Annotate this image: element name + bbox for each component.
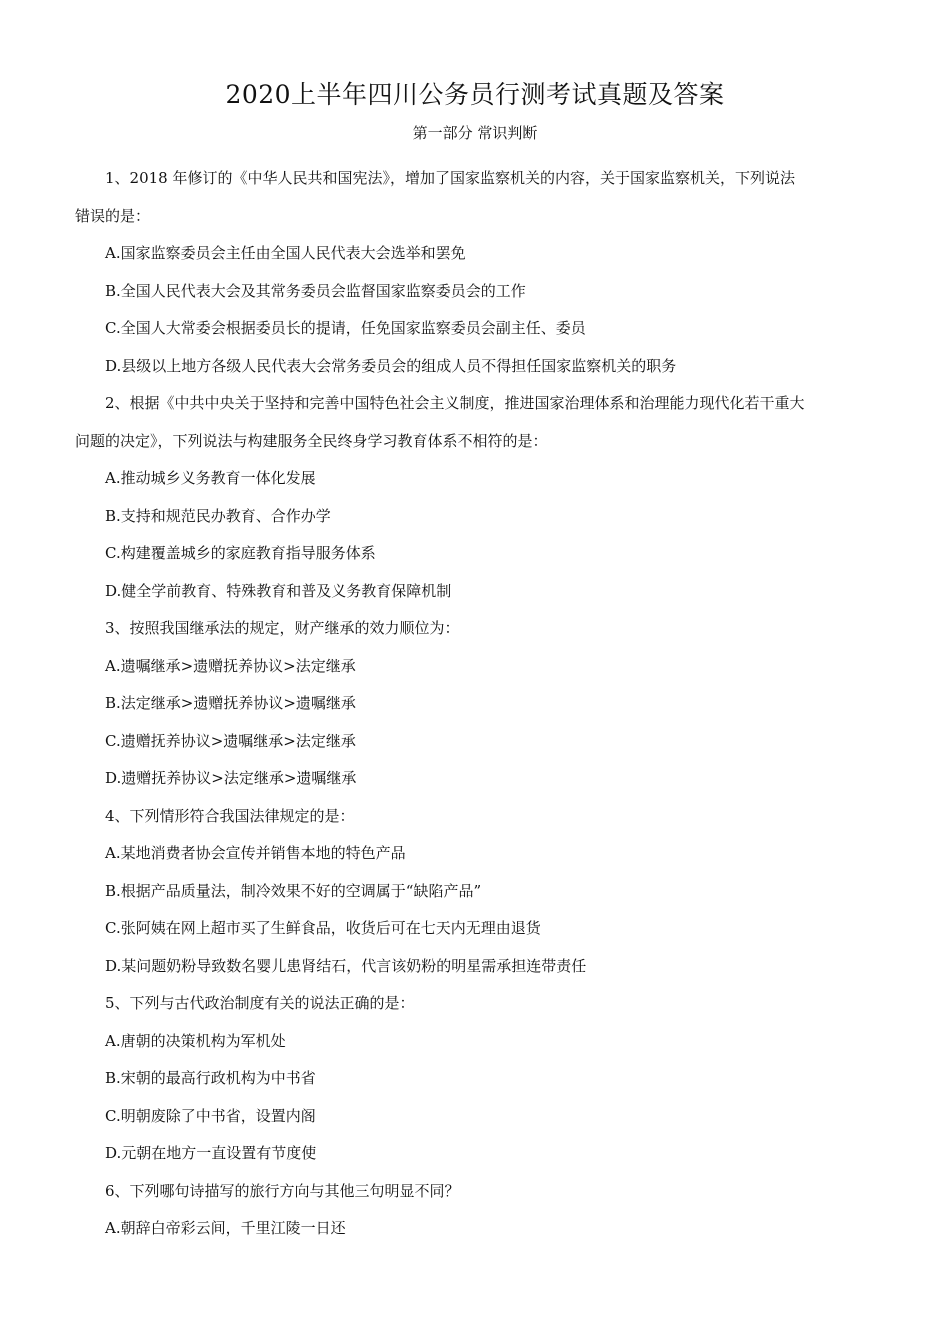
answer-option: A.遗嘱继承>遗赠抚养协议>法定继承	[105, 656, 356, 675]
answer-option: D.某问题奶粉导致数名婴儿患肾结石，代言该奶粉的明星需承担连带责任	[105, 956, 587, 975]
answer-option: D.健全学前教育、特殊教育和普及义务教育保障机制	[105, 581, 452, 600]
answer-option: A.唐朝的决策机构为军机处	[105, 1031, 286, 1050]
answer-option: D.元朝在地方一直设置有节度使	[105, 1144, 317, 1162]
answer-option: D.遗赠抚养协议>法定继承>遗嘱继承	[105, 769, 357, 787]
answer-option: C.明朝废除了中书省，设置内阁	[105, 1106, 316, 1125]
question-stem: 1、2018 年修订的《中华人民共和国宪法》，增加了国家监察机关的内容，关于国家监察机关，下列说法	[105, 169, 795, 187]
question-stem: 2、根据《中共中央关于坚持和完善中国特色社会主义制度，推进国家治理体系和治理能力现代化若干重大	[105, 394, 805, 412]
question-stem: 5、下列与古代政治制度有关的说法正确的是：	[105, 994, 415, 1012]
answer-option: A.推动城乡义务教育一体化发展	[105, 469, 316, 487]
answer-option: C.全国人大常委会根据委员长的提请，任免国家监察委员会副主任、委员	[105, 319, 586, 337]
question-stem: 3、按照我国继承法的规定，财产继承的效力顺位为：	[105, 619, 460, 637]
answer-option: B.根据产品质量法，制冷效果不好的空调属于“缺陷产品”	[105, 881, 482, 900]
answer-option: B.法定继承>遗赠抚养协议>遗嘱继承	[105, 694, 356, 712]
question-stem: 4、下列情形符合我国法律规定的是：	[105, 806, 355, 825]
answer-option: A.朝辞白帝彩云间，千里江陵一日还	[105, 1219, 346, 1237]
answer-option: C.遗赠抚养协议>遗嘱继承>法定继承	[105, 731, 356, 750]
answer-option: A.某地消费者协会宣传并销售本地的特色产品	[105, 844, 406, 862]
answer-option: D.县级以上地方各级人民代表大会常务委员会的组成人员不得担任国家监察机关的职务	[105, 356, 677, 375]
answer-option: A.国家监察委员会主任由全国人民代表大会选举和罢免	[105, 244, 466, 262]
answer-option: C.构建覆盖城乡的家庭教育指导服务体系	[105, 544, 376, 562]
question-stem: 6、下列哪句诗描写的旅行方向与其他三句明显不同？	[105, 1181, 460, 1200]
answer-option: B.全国人民代表大会及其常务委员会监督国家监察委员会的工作	[105, 281, 526, 300]
section-heading: 第一部分 常识判断	[412, 124, 538, 142]
question-stem-continuation: 错误的是：	[75, 206, 151, 225]
answer-option: B.支持和规范民办教育、合作办学	[105, 506, 331, 525]
document-title: 2020上半年四川公务员行测考试真题及答案	[225, 80, 725, 109]
question-stem-continuation: 问题的决定》，下列说法与构建服务全民终身学习教育体系不相符的是：	[75, 431, 548, 450]
question-list	[75, 160, 885, 1248]
answer-option: B.宋朝的最高行政机构为中书省	[105, 1069, 316, 1087]
answer-option: C.张阿姨在网上超市买了生鲜食品，收货后可在七天内无理由退货	[105, 919, 541, 937]
